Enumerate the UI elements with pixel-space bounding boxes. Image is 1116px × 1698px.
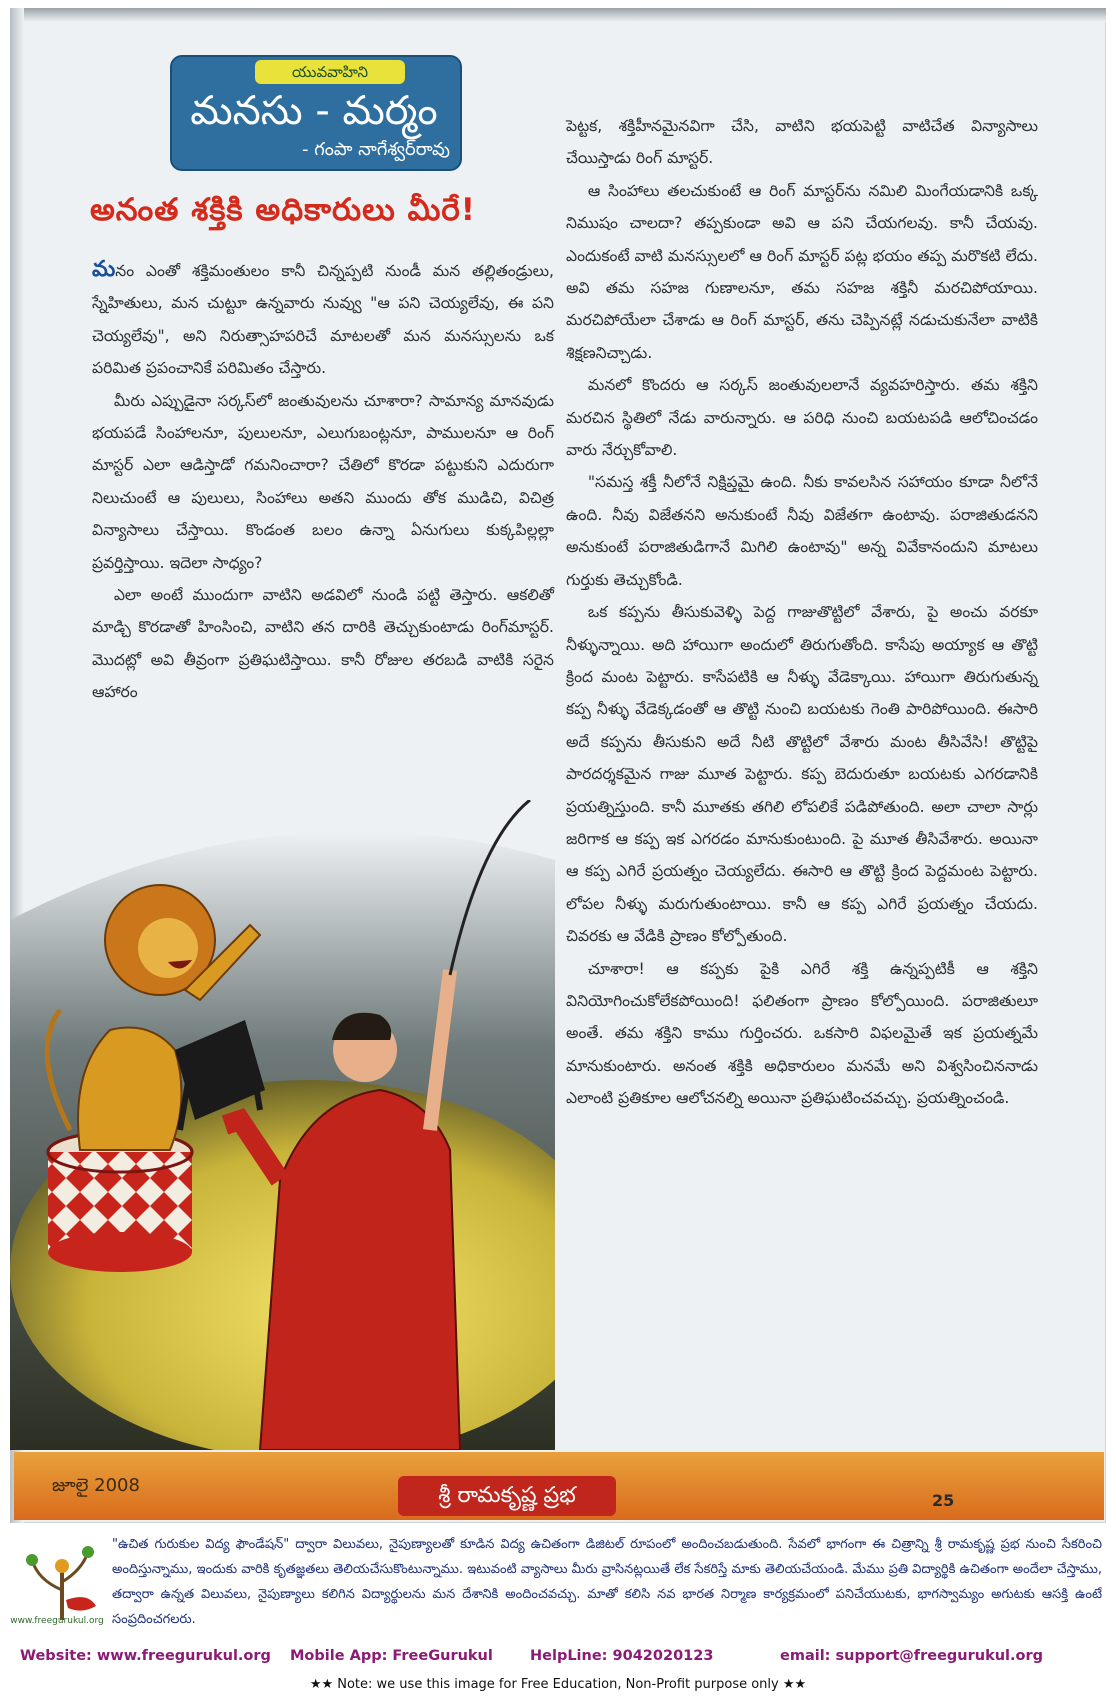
- email-link[interactable]: email: support@freegurukul.org: [780, 1648, 1044, 1664]
- article-headline: అనంత శక్తికి అధికారులు మీరే!: [90, 192, 476, 228]
- paragraph: పెట్టక, శక్తిహీనమైనవిగా చేసి, వాటిని భయపెట్టి వాటిచేత విన్యాసాలు చేయిస్తాడు రింగ్ మాస్టర్.: [566, 117, 1038, 168]
- paragraph: మనలో కొందరు ఆ సర్కస్ జంతువులలానే వ్యవహరిస్తారు. తమ శక్తిని మరచిన స్థితిలో నేడు వారున్నారు. ఆ పరిధి నుంచి బయటపడి ఆలోచించడం వారు నేర్చుకోవాలి.: [566, 376, 1038, 460]
- helpline-link[interactable]: HelpLine: 9042020123: [530, 1648, 714, 1664]
- website-link[interactable]: Website: www.freegurukul.org: [20, 1648, 271, 1664]
- paragraph: ఎలా అంటే ముందుగా వాటిని అడవిలో నుండి పట్టి తెస్తారు. ఆకలితో మాడ్చి కొరడాతో హింసించి, వాటిని తన దారికి తెచ్చుకుంటాడు రింగ్‌మాస్టర్. మొదట్లో అవి తీవ్రంగా ప్రతిఘటిస్తాయి. కానీ రోజుల తరబడి వాటికి సరైన ఆహారం: [92, 586, 554, 702]
- right-column: [566, 110, 1038, 1115]
- disclaimer-note: ★★ Note: we use this image for Free Education, Non-Profit purpose only ★★: [309, 1677, 807, 1692]
- column-author: - గంపా నాగేశ్వర్‌రావు: [302, 139, 450, 160]
- contact-links: [20, 1648, 1110, 1672]
- column-tag: యువవాహిని: [255, 60, 405, 84]
- paragraph: ఆ సింహాలు తలచుకుంటే ఆ రింగ్ మాస్టర్‌ను నమిలి మింగేయడానికి ఒక్క నిముషం చాలదా? తప్పకుండా అవి ఆ పని చేయగలవు. కానీ చేయవు. ఎందుకంటే వాటి మనస్సులలో ఆ రింగ్ మాస్టర్ పట్ల భయం తప్ప మరొకటి లేదు. అవి తమ సహజ గుణాలనూ, తమ సహజ శక్తినీ మరచిపోయాయి. మరచిపోయేలా చేశాడు ఆ రింగ్ మాస్టర్, తను చెప్పినట్లే నడుచుకునేలా వాటికి శిక్షణనిచ్చాడు.: [566, 181, 1038, 362]
- page-number: 25: [932, 1491, 955, 1510]
- left-column: [92, 254, 554, 709]
- lion-tamer-illustration: [10, 800, 555, 1450]
- circus-pedestal: [48, 1132, 192, 1272]
- dropcap: మ: [92, 257, 116, 282]
- paragraph: మీరు ఎప్పుడైనా సర్కస్‌లో జంతువులను చూశారా? సామాన్య మానవుడు భయపడే సింహాలనూ, పులులనూ, ఎలుగుబంట్లనూ, పాములనూ ఆ రింగ్ మాస్టర్ ఎలా ఆడిస్తాడో గమనించారా? చేతిలో కొరడా పట్టుకుని ఎదురుగా నిలుచుంటే ఆ పులులు, సింహాలు అతని ముందు తోక ముడిచి, విచిత్ర విన్యాసాలు చేస్తాయి. కొండంత బలం ఉన్నా ఏనుగులు కుక్కపిల్లల్లా ప్రవర్తిస్తాయి. ఇదెలా సాధ్యం?: [92, 391, 554, 572]
- paragraph: నం ఎంతో శక్తిమంతులం కానీ చిన్నప్పటి నుండీ మన తల్లితండ్రులు, స్నేహితులు, మన చుట్టూ ఉన్నవారు నువ్వు "ఆ పని చెయ్యలేవు, ఈ పని చెయ్యలేవు", అని నిరుత్సాహపరిచే మాటలతో మన మనస్సులను ఒక పరిమిత ప్రపంచానికే పరిమితం చేస్తారు.: [92, 262, 554, 378]
- page-top-shadow: [10, 8, 1106, 22]
- paragraph: చూశారా! ఆ కప్పకు పైకి ఎగిరే శక్తి ఉన్నప్పటికీ ఆ శక్తిని వినియోగించుకోలేకపోయింది! ఫలితంగా ప్రాణం కోల్పోయింది. పరాజితులూ అంతే. తమ శక్తిని కాము గుర్తించరు. ఒకసారి విఫలమైతే ఇక ప్రయత్నమే మానుకుంటారు. అనంత శక్తికి అధికారులం మనమే అని విశ్వసించిననాడు ఎలాంటి ప్రతికూల ఆలోచనల్ని అయినా ప్రతిఘటించవచ్చు. ప్రయత్నించండి.: [566, 959, 1038, 1108]
- logo-url: www.freegurukul.org: [10, 1616, 104, 1626]
- freegurukul-logo: [18, 1540, 106, 1622]
- issue-date: జూలై 2008: [52, 1475, 140, 1496]
- paragraph: ఒక కప్పను తీసుకువెళ్ళి పెద్ద గాజుతొట్టిలో వేశారు, పై అంచు వరకూ నీళ్ళున్నాయి. అది హాయిగా అందులో తిరుగుతోంది. కాసేపు అయ్యాక ఆ తొట్టి క్రింద మంట పెట్టారు. కాసేపటికి ఆ నీళ్ళు వేడెక్కాయి. హాయిగా తిరుగుతున్న కప్ప నీళ్ళు వేడెక్కడంతో ఆ తొట్టి నుంచి బయటకు గెంతి పారిపోయింది. ఈసారి అదే కప్పను తీసుకుని అదే నీటి తొట్టిలో వేశారు మంట తీసివేసి! తొట్టిపై పారదర్శకమైన గాజు మూత పెట్టారు. కప్ప బెదురుతూ బయటకు ఎగరడానికి ప్రయత్నిస్తుంది. కానీ మూతకు తగిలి లోపలికే పడిపోతుంది. అలా చాలా సార్లు జరిగాక ఆ కప్ప ఇక ఎగరడం మానుకుంటుంది. పై మూత తీసివేశారు. అయినా ఆ కప్ప ఎగిరే ప్రయత్నం చెయ్యలేదు. ఈసారి ఆ తొట్టి క్రింద పెద్దమంట పెట్టారు. లోపల నీళ్ళు మరుగుతుంటాయి. కానీ ఆ కప్ప ఎగిరే ప్రయత్నం చేయదు. చివరకు ఆ వేడికి ప్రాణం కోల్పోతుంది.: [566, 603, 1038, 946]
- column-title: మనసు - మర్మం: [190, 88, 438, 134]
- credit-text: "ఉచిత గురుకుల విద్య ఫౌండేషన్" ద్వారా విలువలు, నైపుణ్యాలతో కూడిన విద్య ఉచితంగా డిజిటల్ రూపంలో అందించబడుతుంది. సేవలో భాగంగా ఈ చిత్రాన్ని శ్రీ రామకృష్ణ ప్రభ నుంచి సేకరించి అందిస్తున్నాము, ఇందుకు వారికి కృతజ్ఞతలు తెలియచేసుకొంటున్నాము. ఇటువంటి వ్యాసాలు మీరు వ్రాసినట్లయితే లేక సేకరిస్తే మాకు తెలియచేయండి. మేము ప్రతి విద్యార్థికి ఉచితంగా అందేలా చేస్తాము, తద్వారా ఉన్నత విలువలు, నైపుణ్యాలు కలిగిన విద్యార్థులను మన దేశానికి అందించవచ్చు. మాతో కలిసి నవ భారత నిర్మాణ కార్యక్రమంలో పనిచేయుటకు, భాగస్వామ్యం అగుటకు ఆసక్తి ఉంటే సంప్రదించగలరు.: [112, 1537, 1102, 1627]
- mobile-app-link[interactable]: Mobile App: FreeGurukul: [290, 1648, 493, 1664]
- magazine-name: శ్రీ రామకృష్ణ ప్రభ: [398, 1476, 616, 1516]
- paragraph: "సమస్త శక్తీ నీలోనే నిక్షిప్తమై ఉంది. నీకు కావలసిన సహాయం కూడా నీలోనే ఉంది. నీవు విజేతనని అనుకుంటే నీవు విజేతగా ఉంటావు. పరాజితుడనని అనుకుంటే పరాజితుడిగానే మిగిలి ఉంటావు" అన్న వివేకానందుని మాటలు గుర్తుకు తెచ్చుకోండి.: [566, 473, 1038, 589]
